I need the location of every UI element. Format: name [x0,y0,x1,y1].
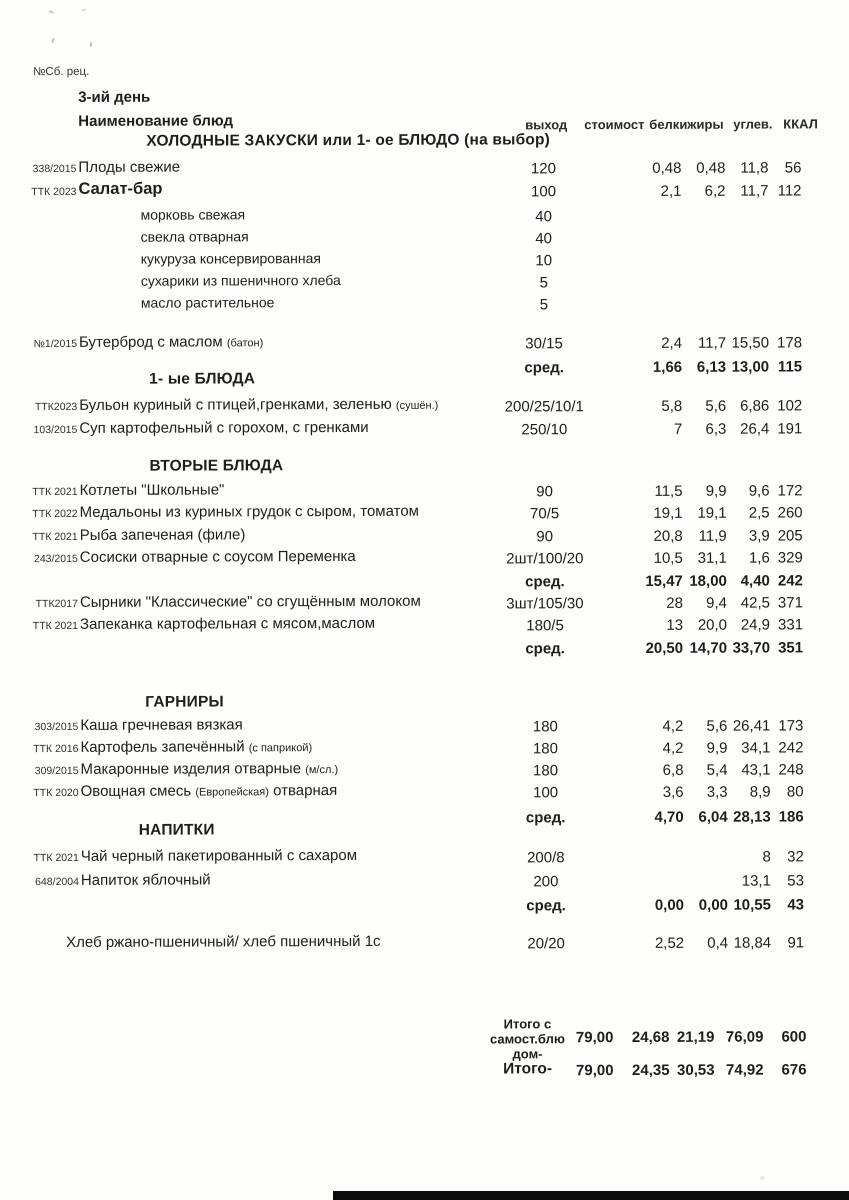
carbs-value: 9,6 [748,482,770,500]
protein-value: 1,66 [652,358,683,376]
fat-value: 11,7 [697,334,727,352]
fat-value: 20,0 [697,616,728,634]
ingredient-name: свекла отварная [140,228,249,245]
section-row [0,130,847,153]
section-title: НАПИТКИ [138,821,215,839]
carbs-value: 15,50 [731,334,770,352]
menu-item-row [0,714,849,737]
protein-value: 0,00 [654,896,685,914]
section-row [1,819,849,842]
carbs-value: 13,00 [731,358,770,376]
day-title: 3-ий день [78,88,151,106]
menu-item-row [0,613,849,636]
recipe-code: 103/2015 [33,423,78,437]
protein-value: 2,4 [661,334,683,352]
carbs-value: 24,9 [740,616,771,634]
menu-item-row [1,931,849,954]
dish-name: Чай черный пакетированный с сахаром [80,846,358,865]
fat-value: 9,9 [705,482,727,500]
fat-value: 0,48 [696,159,726,177]
dish-name: Суп картофельный с горохом, с гренками [79,418,369,437]
protein-value: 6,8 [662,761,684,779]
dish-name: Медальоны из куриных грудок с сыром, томатом [79,502,419,521]
menu-item-row [0,524,849,547]
carbs-value: 3,9 [748,527,770,545]
recipe-code: ТТК 2023 [31,185,77,199]
dish-name: Плоды свежие [78,158,181,176]
out-value: 180 [532,718,558,736]
fat-value: 0,4 [707,934,729,952]
fat-value: 9,4 [706,594,727,612]
carbs-value: 43,1 [741,761,771,779]
protein-value: 4,2 [662,739,684,757]
menu-item-row [1,869,849,892]
carbs-value: 11,8 [740,159,769,177]
totals-kcal-value: 676 [781,1061,807,1079]
out-value: 2шт/100/20 [506,550,584,568]
scan-edge-artifact [333,1191,849,1200]
protein-value: 19,1 [653,504,683,522]
menu-item-row [0,179,848,202]
kcal-value: 112 [777,182,802,200]
fat-value: 6,13 [696,358,727,376]
recipe-code: 648/2004 [35,875,79,889]
section-row [0,691,849,714]
kcal-value: 205 [777,527,803,545]
section-title: ВТОРЫЕ БЛЮДА [149,457,284,475]
out-value: 3шт/105/30 [506,595,584,613]
ingredient-row [0,248,848,271]
dish-name: Сырники "Классические" со сгущённым молоком [79,592,421,611]
average-label: сред. [525,809,566,827]
totals-with-dish-cost-value: 79,00 [575,1029,614,1047]
ingredient-row [0,226,848,249]
protein-value: 4,2 [662,717,684,735]
recipe-code: ТТК 2016 [33,742,79,756]
col-header-out: выход [525,117,568,133]
protein-value: 28 [666,594,683,612]
kcal-value: 371 [777,594,803,612]
out-value: 100 [533,784,559,802]
carbs-value: 6,86 [740,397,770,415]
col-header-fat: жиры [687,116,724,132]
protein-value: 0,48 [652,159,682,177]
dish-name: Бульон куриный с птицей,гренками, зеленью (сушён.) [79,395,439,414]
menu-item-row [0,546,849,569]
doc-label: №Сб. рец. [33,65,90,79]
ingredient-name: кукуруза консервированная [140,250,322,267]
kcal-value: 191 [777,420,803,438]
carbs-value: 10,55 [733,896,772,914]
menu-item-row [0,394,848,417]
recipe-code: 309/2015 [34,764,79,778]
out-value: 5 [539,296,549,314]
kcal-value: 178 [776,334,803,352]
section-title: 1- ые БЛЮДА [149,370,256,388]
menu-item-row [1,780,849,803]
fat-value: 31,1 [697,549,727,567]
dish-name: Рыба запеченая (филе) [79,526,246,544]
ingredient-row [0,204,848,227]
kcal-value: 242 [777,572,803,590]
carbs-value: 28,13 [733,808,771,826]
dish-name-note: (с паприкой) [248,742,313,755]
carbs-value: 8 [762,848,771,866]
fat-value: 9,9 [706,739,728,757]
out-value: 40 [535,208,552,226]
pencil-mark [49,10,54,13]
out-value: 70/5 [529,505,560,523]
out-value: 20/20 [527,935,565,953]
carbs-value: 33,70 [732,639,771,657]
totals-protein-value: 24,35 [631,1061,670,1080]
menu-item-row [0,736,849,759]
ingredient-name: морковь свежая [140,206,246,223]
kcal-value: 115 [777,358,803,376]
recipe-code: 338/2015 [32,162,77,176]
recipe-code: 303/2015 [34,720,79,734]
average-label: сред. [525,573,565,591]
pencil-mark [90,42,93,47]
pencil-mark [82,9,86,12]
totals-with-dish-fat-value: 21,19 [676,1028,715,1046]
scan-speck [760,1176,765,1180]
table-title: Наименование блюд [78,112,234,130]
dish-name: Овощная смесь (Европейская) отварная [80,782,338,800]
recipe-code: ТТК 2022 [32,507,78,521]
recipe-code: ТТК 2021 [32,619,79,633]
out-value: 200/25/10/1 [504,398,584,416]
carbs-value: 42,5 [740,594,770,612]
totals-cost-value: 79,00 [575,1062,614,1080]
col-header-cost: стоимост [584,116,645,133]
protein-value: 5,8 [661,397,683,415]
protein-value: 20,8 [653,527,683,545]
fat-value: 3,3 [706,783,728,801]
kcal-value: 242 [778,739,804,757]
dish-name-note: (сушён.) [395,399,439,412]
col-header-kcal: ККАЛ [783,116,818,132]
kcal-value: 32 [787,848,804,866]
dish-name: Бутерброд с маслом (батон) [79,333,264,351]
dish-name: Хлеб ржано-пшеничный/ хлеб пшеничный 1с [66,932,381,951]
kcal-value: 56 [784,159,802,177]
kcal-value: 43 [787,896,805,914]
average-row [0,636,849,659]
ingredient-name: сухарики из пшеничного хлеба [140,272,341,289]
menu-item-row [0,331,848,354]
menu-item-row [0,501,849,524]
totals-fat-value: 30,53 [676,1061,715,1079]
fat-value: 5,4 [706,761,728,779]
dish-name-note: (батон) [226,337,264,350]
kcal-value: 91 [787,934,805,952]
fat-value: 6,04 [698,808,728,826]
carbs-value: 2,5 [748,504,770,522]
carbs-value: 8,9 [749,783,771,801]
kcal-value: 248 [778,761,804,779]
menu-item-row [0,591,849,614]
dish-name: Каша гречневая вязкая [80,716,243,734]
protein-value: 2,52 [654,934,685,952]
menu-item-row [1,845,849,868]
kcal-value: 53 [787,872,804,890]
menu-item-row [0,156,847,179]
ingredient-row [0,292,848,315]
carbs-value: 34,1 [741,739,771,757]
totals-with-dish-label: дом- [512,1046,543,1062]
recipe-code: ТТК 2021 [33,851,79,865]
kcal-value: 329 [777,549,803,567]
average-label: сред. [524,359,564,377]
menu-item-row [0,758,849,781]
dish-name-note: (м/сл.) [305,764,339,777]
kcal-value: 80 [786,783,804,801]
col-header-protein: белки [649,116,688,132]
col-header-carbs: углев. [733,116,773,132]
out-value: 10 [535,252,553,270]
kcal-value: 172 [777,482,803,500]
totals-with-dish-label: самост.блю [489,1031,565,1047]
out-value: 100 [530,183,557,201]
kcal-value: 173 [778,717,804,735]
recipe-code: №1/2015 [33,337,78,351]
average-label: сред. [526,897,566,915]
totals-label: Итого- [503,1060,553,1078]
fat-value: 11,9 [698,527,727,545]
section-title: ХОЛОДНЫЕ ЗАКУСКИ или 1- ое БЛЮДО (на выбор) [146,131,551,150]
section-row [0,455,848,478]
totals-with-dish-carbs-value: 76,09 [725,1028,764,1046]
fat-value: 19,1 [697,504,727,522]
protein-value: 7 [673,420,683,438]
recipe-code: ТТК2017 [35,597,78,611]
kcal-value: 260 [777,504,803,522]
protein-value: 4,70 [654,808,684,826]
carbs-value: 11,7 [740,182,769,200]
dish-name: Котлеты "Школьные" [79,481,225,499]
fat-value: 6,2 [704,182,726,200]
totals-with-dish-protein-value: 24,68 [631,1028,670,1047]
totals-with-dish-label: Итого с [503,1016,552,1032]
kcal-value: 331 [777,616,804,634]
protein-value: 10,5 [653,549,683,567]
carbs-value: 1,6 [748,549,770,567]
fat-value: 14,70 [689,639,728,657]
out-value: 5 [539,274,549,292]
protein-value: 15,47 [645,572,683,590]
fat-value: 5,6 [705,397,727,415]
out-value: 30/15 [525,335,563,353]
ingredient-name: масло растительное [140,294,275,311]
carbs-value: 26,41 [732,717,771,735]
pencil-mark [51,38,54,43]
recipe-code: ТТК 2021 [32,485,78,499]
carbs-value: 26,4 [740,420,770,438]
protein-value: 3,6 [662,783,684,801]
protein-value: 13 [666,616,684,634]
dish-name-note: (Европейская) [195,786,269,799]
kcal-value: 351 [778,639,804,657]
protein-value: 11,5 [654,482,683,500]
out-value: 90 [536,483,553,501]
protein-value: 20,50 [645,639,684,657]
out-value: 120 [530,160,556,178]
fat-value: 5,6 [706,717,728,735]
carbs-value: 18,84 [733,934,772,952]
out-value: 200/8 [527,849,565,867]
dish-name: Картофель запечённый (с паприкой) [80,738,313,756]
out-value: 180 [532,740,558,758]
average-label: сред. [525,640,565,658]
out-value: 180 [532,762,559,780]
totals-carbs-value: 74,92 [725,1061,764,1079]
section-title: ГАРНИРЫ [145,693,224,711]
out-value: 200 [533,873,559,891]
menu-item-row [0,417,848,440]
average-row [1,893,849,916]
menu-item-row [0,479,849,502]
out-value: 250/10 [521,421,568,439]
recipe-code: ТТК 2021 [32,530,78,544]
kcal-value: 186 [778,808,804,826]
totals-with-dish-kcal-value: 600 [781,1028,807,1046]
kcal-value: 102 [777,397,803,415]
ingredient-row [0,270,848,293]
fat-value: 18,00 [689,572,727,590]
fat-value: 0,00 [698,896,729,914]
out-value: 90 [536,528,554,546]
recipe-code: ТТК2023 [34,400,78,414]
protein-value: 2,1 [660,182,682,200]
carbs-value: 13,1 [741,872,771,890]
recipe-code: 243/2015 [33,552,78,566]
recipe-code: ТТК 2020 [33,786,79,800]
out-value: 180/5 [526,617,564,635]
section-row [0,368,848,391]
dish-name: Сосиски отварные с соусом Переменка [79,547,356,566]
dish-name: Запеканка картофельная с мясом,маслом [79,614,376,633]
out-value: 40 [535,230,553,248]
dish-name: Салат-бар [78,179,163,198]
dish-name: Напиток яблочный [80,871,211,889]
average-row [0,569,849,592]
carbs-value: 4,40 [740,572,770,590]
fat-value: 6,3 [705,420,727,438]
dish-name: Макаронные изделия отварные (м/сл.) [80,760,339,778]
